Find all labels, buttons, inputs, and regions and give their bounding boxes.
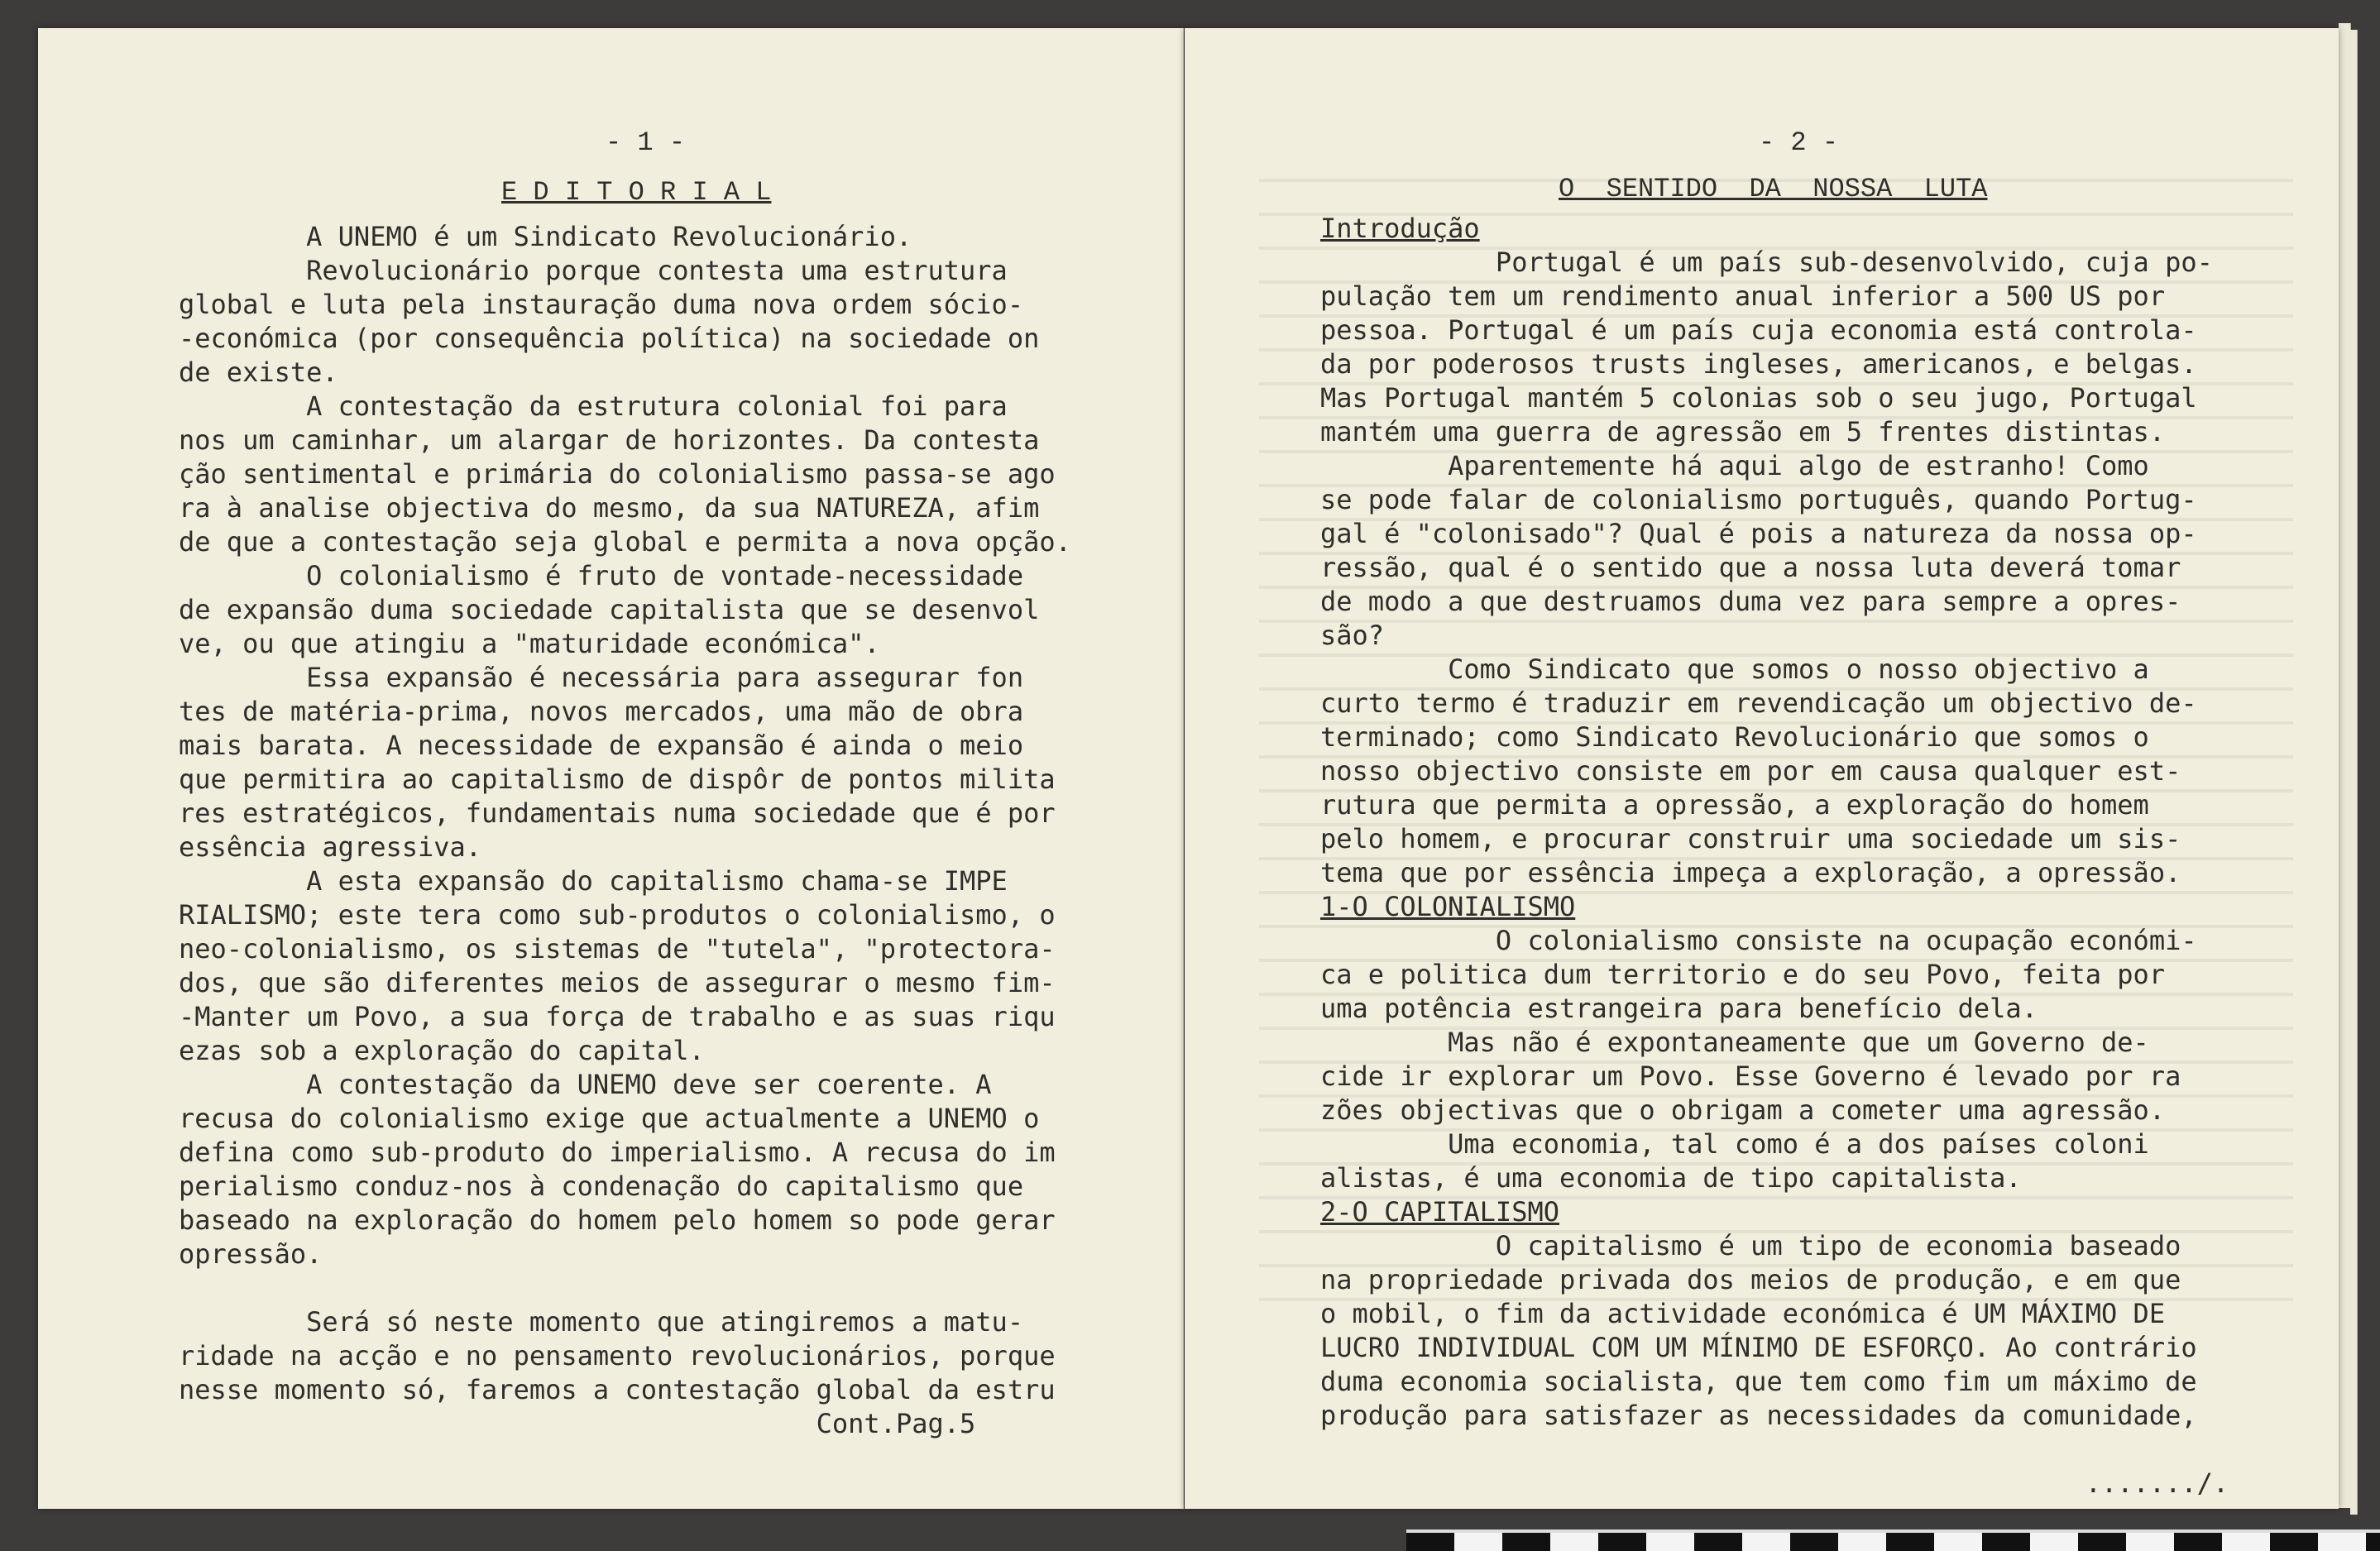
left-page [38, 28, 1184, 1509]
article-title: O SENTIDO DA NOSSA LUTA [1559, 174, 1988, 204]
text-line: Portugal é um país sub-desenvolvido, cuja po- [1320, 247, 2213, 278]
text-line: nos um caminhar, um alargar de horizontes. Da contesta [179, 424, 1040, 456]
text-line: Mas Portugal mantém 5 colonias sob o seu jugo, Portugal [1320, 382, 2197, 414]
text-line: -económica (por consequência política) na sociedade on [179, 323, 1040, 354]
text-line: opressão. [179, 1238, 323, 1270]
page-stack-edge [2350, 30, 2358, 1515]
text-line: da por poderosos trusts ingleses, americanos, e belgas. [1320, 348, 2197, 380]
text-line: ve, ou que atingiu a "maturidade económica". [179, 628, 880, 659]
text-line: neo-colonialismo, os sistemas de "tutela", "protectora- [179, 933, 1056, 965]
text-line: res estratégicos, fundamentais numa sociedade que é por [179, 797, 1056, 829]
text-line: pelo homem, e procurar construir uma sociedade um sis- [1320, 823, 2181, 854]
text-line: 1-O COLONIALISMO [1320, 891, 1576, 922]
page-number: - 1 - [606, 127, 686, 158]
text-line: terminado; como Sindicato Revolucionário que somos o [1320, 721, 2149, 753]
text-line: duma economia socialista, que tem como fim um máximo de [1320, 1366, 2197, 1397]
text-line: na propriedade privada dos meios de produção, e em que [1320, 1264, 2181, 1295]
text-line: nesse momento só, faremos a contestação global da estru [179, 1374, 1056, 1405]
text-line: RIALISMO; este tera como sub-produtos o colonialismo, o [179, 899, 1056, 931]
text-line: ezas sob a exploração do capital. [179, 1035, 705, 1066]
editorial-title: E D I T O R I A L [501, 177, 772, 208]
text-line: tes de matéria-prima, novos mercados, uma mão de obra [179, 696, 1024, 727]
text-line: mantém uma guerra de agressão em 5 frentes distintas. [1320, 416, 2166, 448]
text-line: nosso objectivo consiste em por em causa qualquer est- [1320, 755, 2181, 787]
text-line: Aparentemente há aqui algo de estranho! Como [1320, 450, 2149, 481]
text-line: curto termo é traduzir em revendicação um objectivo de- [1320, 687, 2197, 719]
text-line: de expansão duma sociedade capitalista que se desenvol [179, 594, 1040, 625]
text-line: zões objectivas que o obrigam a cometer uma agressão. [1320, 1094, 2166, 1126]
text-line: recusa do colonialismo exige que actualmente a UNEMO o [179, 1103, 1040, 1134]
text-line: Como Sindicato que somos o nosso objectivo a [1320, 653, 2149, 685]
text-line: .......∕. [1320, 1467, 2229, 1499]
text-line: pessoa. Portugal é um país cuja economia está controla- [1320, 314, 2197, 346]
text-line: A contestação da UNEMO deve ser coerente. A [179, 1069, 992, 1100]
text-line: A contestação da estrutura colonial foi para [179, 390, 1008, 422]
text-line: LUCRO INDIVIDUAL COM UM MÍNIMO DE ESFORÇO. Ao contrário [1320, 1332, 2197, 1363]
text-line: O capitalismo é um tipo de economia baseado [1320, 1230, 2181, 1261]
right-page [1185, 28, 2339, 1509]
text-line: -Manter um Povo, a sua força de trabalho e as suas riqu [179, 1001, 1056, 1032]
text-line: ra à analise objectiva do mesmo, da sua NATUREZA, afim [179, 492, 1040, 524]
text-line: o mobil, o fim da actividade económica é UM MÁXIMO DE [1320, 1298, 2166, 1329]
text-line: defina como sub-produto do imperialismo. A recusa do im [179, 1137, 1056, 1168]
editorial-body [179, 220, 1071, 1441]
text-line: Revolucionário porque contesta uma estrutura [179, 255, 1008, 286]
text-line: essência agressiva. [179, 831, 482, 863]
page-number: - 2 - [1759, 127, 1839, 158]
text-line: rutura que permita a opressão, a exploração do homem [1320, 789, 2149, 821]
text-line: Introdução [1320, 213, 1480, 244]
text-line: produção para satisfazer as necessidades da comunidade, [1320, 1400, 2197, 1431]
text-line: Cont.Pag.5 [179, 1408, 976, 1439]
text-line: global e luta pela instauração duma nova ordem sócio- [179, 289, 1024, 320]
text-line: baseado na exploração do homem pelo homem so pode gerar [179, 1204, 1056, 1236]
text-line: A esta expansão do capitalismo chama-se IMPE [179, 865, 1008, 897]
text-line: cide ir explorar um Povo. Esse Governo é levado por ra [1320, 1060, 2181, 1092]
text-line: gal é "colonisado"? Qual é pois a natureza da nossa op- [1320, 518, 2197, 549]
text-line: de existe. [179, 357, 338, 388]
text-line: A UNEMO é um Sindicato Revolucionário. [179, 221, 912, 252]
text-line: uma potência estrangeira para benefício dela. [1320, 993, 2038, 1024]
text-line: Essa expansão é necessária para assegurar fon [179, 662, 1024, 693]
text-line: O colonialismo é fruto de vontade-necessidade [179, 560, 1024, 591]
page-stack-edge [2339, 23, 2351, 1508]
text-line: 2-O CAPITALISMO [1320, 1196, 1559, 1228]
article-body [1320, 212, 2229, 1501]
text-line: de modo a que destruamos duma vez para sempre a opres- [1320, 586, 2181, 617]
text-line: tema que por essência impeça a exploração, a opressão. [1320, 857, 2181, 888]
text-line: de que a contestação seja global e permita a nova opção. [179, 526, 1071, 558]
text-line: ca e politica dum territorio e do seu Povo, feita por [1320, 959, 2166, 990]
text-line: pulação tem um rendimento anual inferior a 500 US por [1320, 280, 2166, 312]
text-line: Mas não é expontaneamente que um Governo de- [1320, 1027, 2149, 1058]
text-line: ressão, qual é o sentido que a nossa luta deverá tomar [1320, 552, 2181, 583]
text-line: se pode falar de colonialismo português, quando Portug- [1320, 484, 2197, 515]
text-line: Uma economia, tal como é a dos países coloni [1320, 1128, 2149, 1160]
text-line: dos, que são diferentes meios de assegurar o mesmo fim- [179, 967, 1056, 998]
text-line: ridade na acção e no pensamento revolucionários, porque [179, 1340, 1056, 1371]
scale-ruler [1406, 1533, 2380, 1551]
text-line: ção sentimental e primária do colonialismo passa-se ago [179, 458, 1056, 490]
text-line: mais barata. A necessidade de expansão é ainda o meio [179, 730, 1024, 761]
text-line: O colonialismo consiste na ocupação económi- [1320, 925, 2197, 956]
text-line: que permitira ao capitalismo de dispôr de pontos milita [179, 764, 1056, 795]
text-line: alistas, é uma economia de tipo capitalista. [1320, 1162, 2022, 1194]
text-line: perialismo conduz-nos à condenação do capitalismo que [179, 1170, 1024, 1202]
text-line: Será só neste momento que atingiremos a matu- [179, 1306, 1024, 1338]
text-line: são? [1320, 620, 1385, 651]
